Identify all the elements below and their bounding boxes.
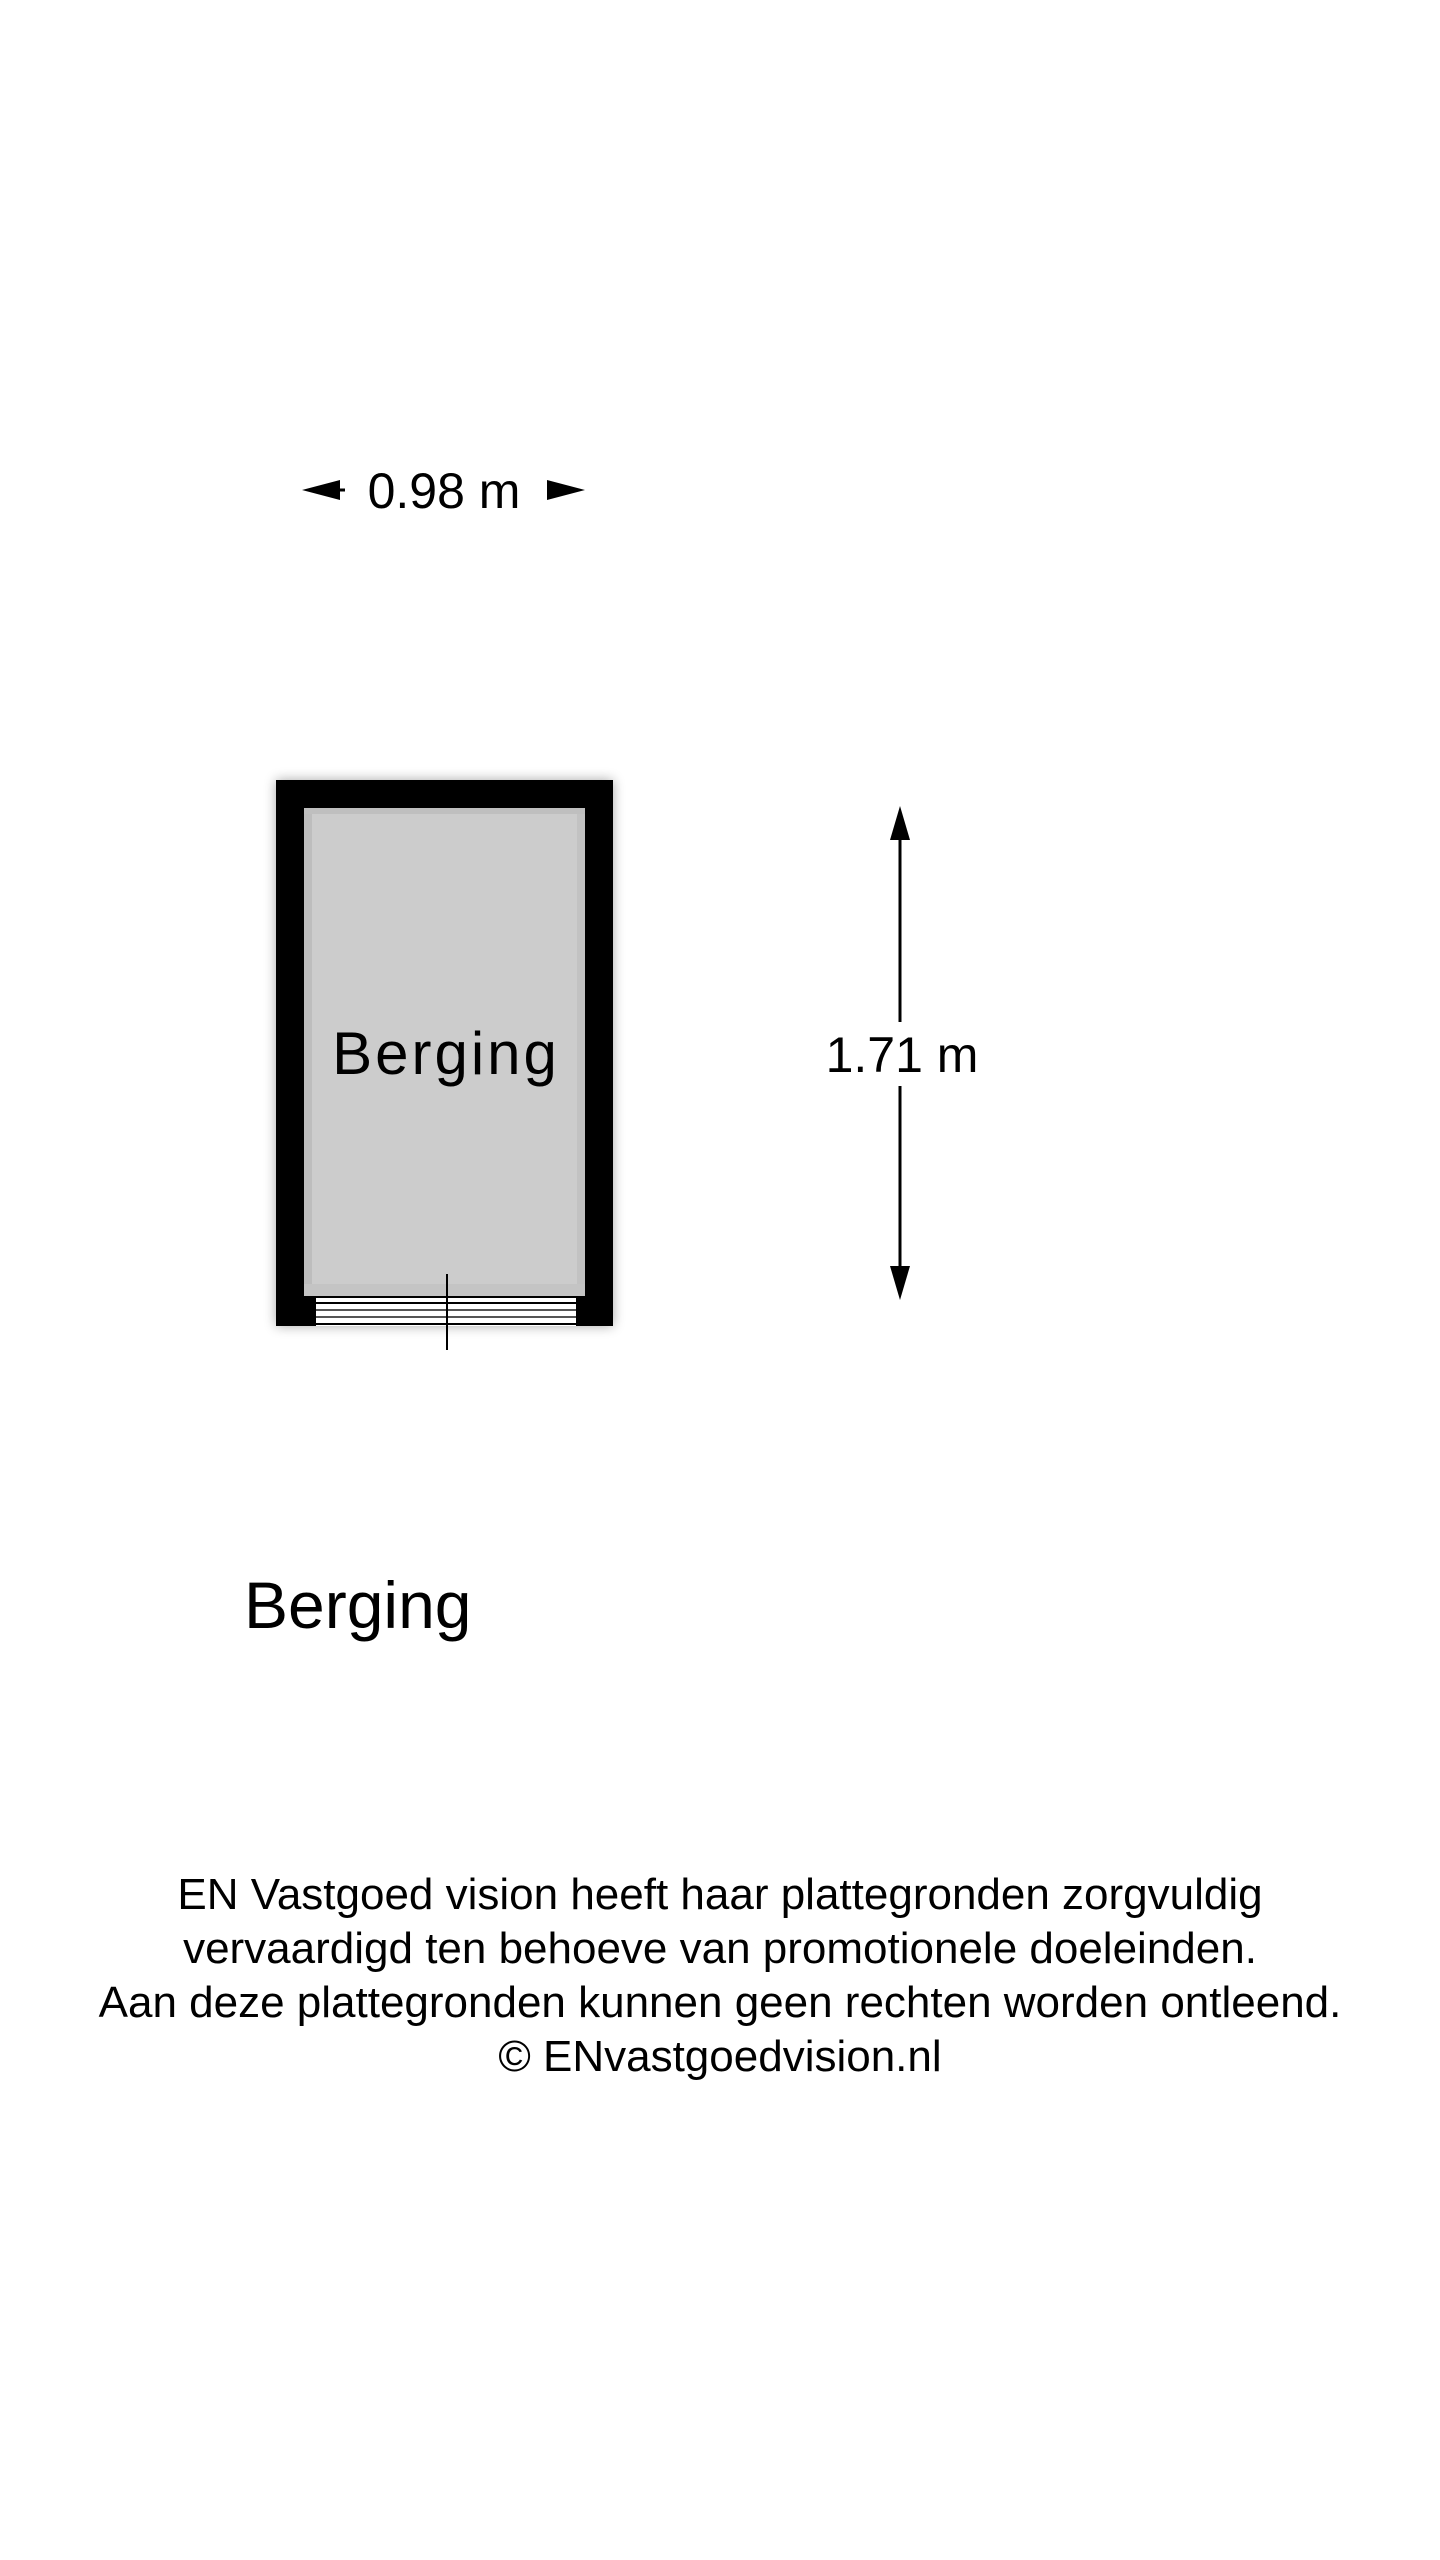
width-dimension xyxy=(302,463,585,519)
width-arrow-right xyxy=(547,480,585,500)
disclaimer-line-1: EN Vastgoed vision heeft haar plattegronden zorgvuldig xyxy=(177,1870,1263,1919)
disclaimer-copyright: © ENvastgoedvision.nl xyxy=(498,2032,942,2081)
length-arrow-top xyxy=(890,806,910,840)
room-berging xyxy=(276,780,613,1350)
disclaimer xyxy=(0,1868,1440,2084)
length-dimension-label: 1.71 m xyxy=(825,1027,979,1083)
length-dimension xyxy=(826,806,979,1300)
disclaimer-line-2: vervaardigd ten behoeve van promotionele doeleinden. xyxy=(183,1924,1257,1973)
width-dimension-label: 0.98 m xyxy=(367,463,521,519)
disclaimer-line-3: Aan deze plattegronden kunnen geen rechten worden ontleend. xyxy=(98,1978,1342,2027)
room-label: Berging xyxy=(332,1020,560,1087)
length-arrow-bottom xyxy=(890,1266,910,1300)
floor-title: Berging xyxy=(244,1568,472,1642)
